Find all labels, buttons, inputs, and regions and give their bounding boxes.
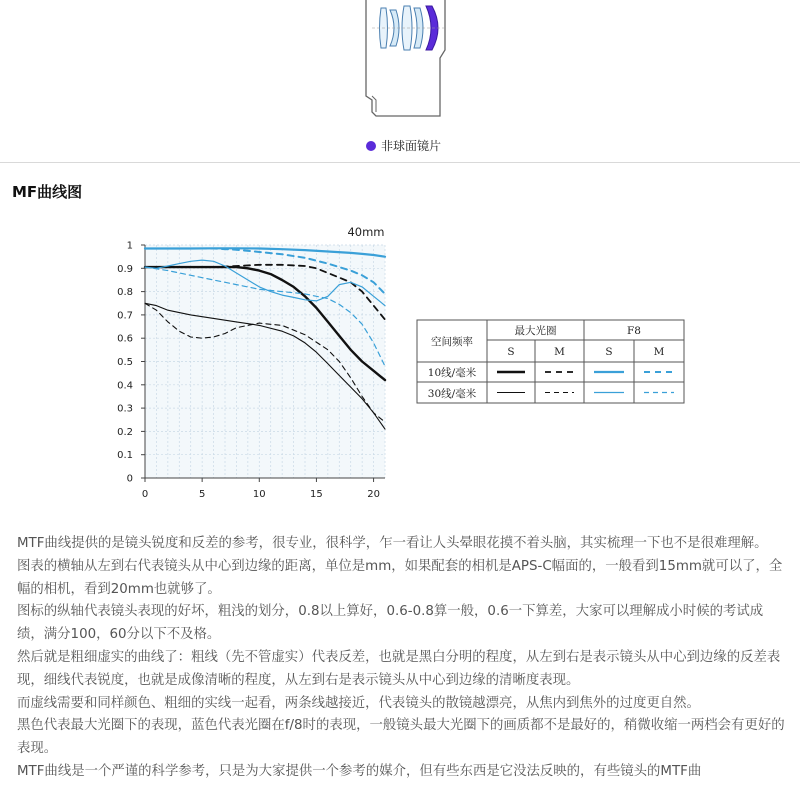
- legend-row-label: 10线/毫米: [427, 367, 477, 379]
- paragraph: MTF曲线提供的是镜头锐度和反差的参考，很专业，很科学，乍一看让人头晕眼花摸不着头脑，其实梳理一下也不是很难理解。: [17, 536, 768, 551]
- y-tick-label: 0.7: [117, 310, 133, 322]
- section-title: MF曲线图: [12, 183, 83, 201]
- legend-sub-label: S: [605, 346, 613, 358]
- x-tick-label: 0: [141, 489, 149, 500]
- y-tick-label: 0.6: [117, 333, 133, 345]
- legend-sub-label: S: [507, 346, 515, 358]
- legend-group-label: 最大光圈: [514, 325, 557, 337]
- legend-sub-label: M: [554, 346, 565, 358]
- mtf-chart: [0, 215, 800, 515]
- legend-sub-label: M: [653, 346, 665, 358]
- legend-row-label: 30线/毫米: [427, 388, 477, 400]
- lens-cross-section-drawing: [0, 0, 800, 160]
- chart-title: 40mm: [347, 225, 385, 239]
- legend-header-label: 空间频率: [431, 336, 473, 348]
- paragraph: 然后就是粗细虚实的曲线了：粗线（先不管虚实）代表反差，也就是黑白分明的程度，从左到右是表示镜头从中心到边缘的反差表现，细线代表锐度，也就是成像清晰的程度，从左到右是表示镜头从中心到边缘的清晰度表现。: [17, 649, 781, 688]
- paragraph: 图表的横轴从左到右代表镜头从中心到边缘的距离，单位是mm，如果配套的相机是APS-C幅面的，一般看到15mm就可以了，全幅的相机，看到20mm也就够了。: [17, 558, 783, 597]
- x-tick-label: 15: [310, 489, 323, 500]
- y-tick-label: 0.3: [117, 403, 133, 415]
- paragraph: MTF曲线是一个严谨的科学参考，只是为大家提供一个参考的媒介，但有些东西是它没法反映的，有些镜头的MTF曲: [17, 763, 702, 779]
- y-tick-label: 0: [126, 473, 133, 485]
- legend-group-label: F8: [627, 325, 641, 337]
- lens-diagram: [0, 0, 800, 160]
- x-tick-label: 20: [367, 489, 380, 500]
- y-tick-label: 0.1: [117, 450, 133, 462]
- y-tick-label: 0.4: [117, 380, 133, 392]
- y-tick-label: 1: [126, 240, 133, 252]
- y-tick-label: 0.2: [117, 426, 133, 438]
- paragraph: 图标的纵轴代表镜头表现的好坏，粗浅的划分，0.8以上算好，0.6-0.8算一般，0.6一下算差，大家可以理解成小时候的考试成绩，满分100，60分以下不及格。: [17, 604, 764, 643]
- aspherical-legend: [366, 137, 441, 154]
- y-tick-label: 0.5: [117, 357, 133, 368]
- explanation-text: [17, 533, 787, 784]
- section-divider: [0, 162, 800, 163]
- x-tick-label: 10: [252, 489, 266, 500]
- y-tick-label: 0.9: [117, 263, 133, 275]
- aspherical-legend-label: 非球面镜片: [381, 139, 442, 153]
- paragraph: 黑色代表最大光圈下的表现，蓝色代表光圈在f/8时的表现，一般镜头最大光圈下的画质都不是最好的，稍微收缩一两档会有更好的表现。: [17, 718, 785, 757]
- x-tick-label: 5: [198, 489, 206, 500]
- paragraph: 而虚线需要和同样颜色、粗细的实线一起看，两条线越接近，代表镜头的散镜越漂亮，从焦内到焦外的过度更自然。: [17, 695, 700, 711]
- y-tick-label: 0.8: [117, 287, 133, 299]
- aspherical-dot-icon: [366, 141, 376, 151]
